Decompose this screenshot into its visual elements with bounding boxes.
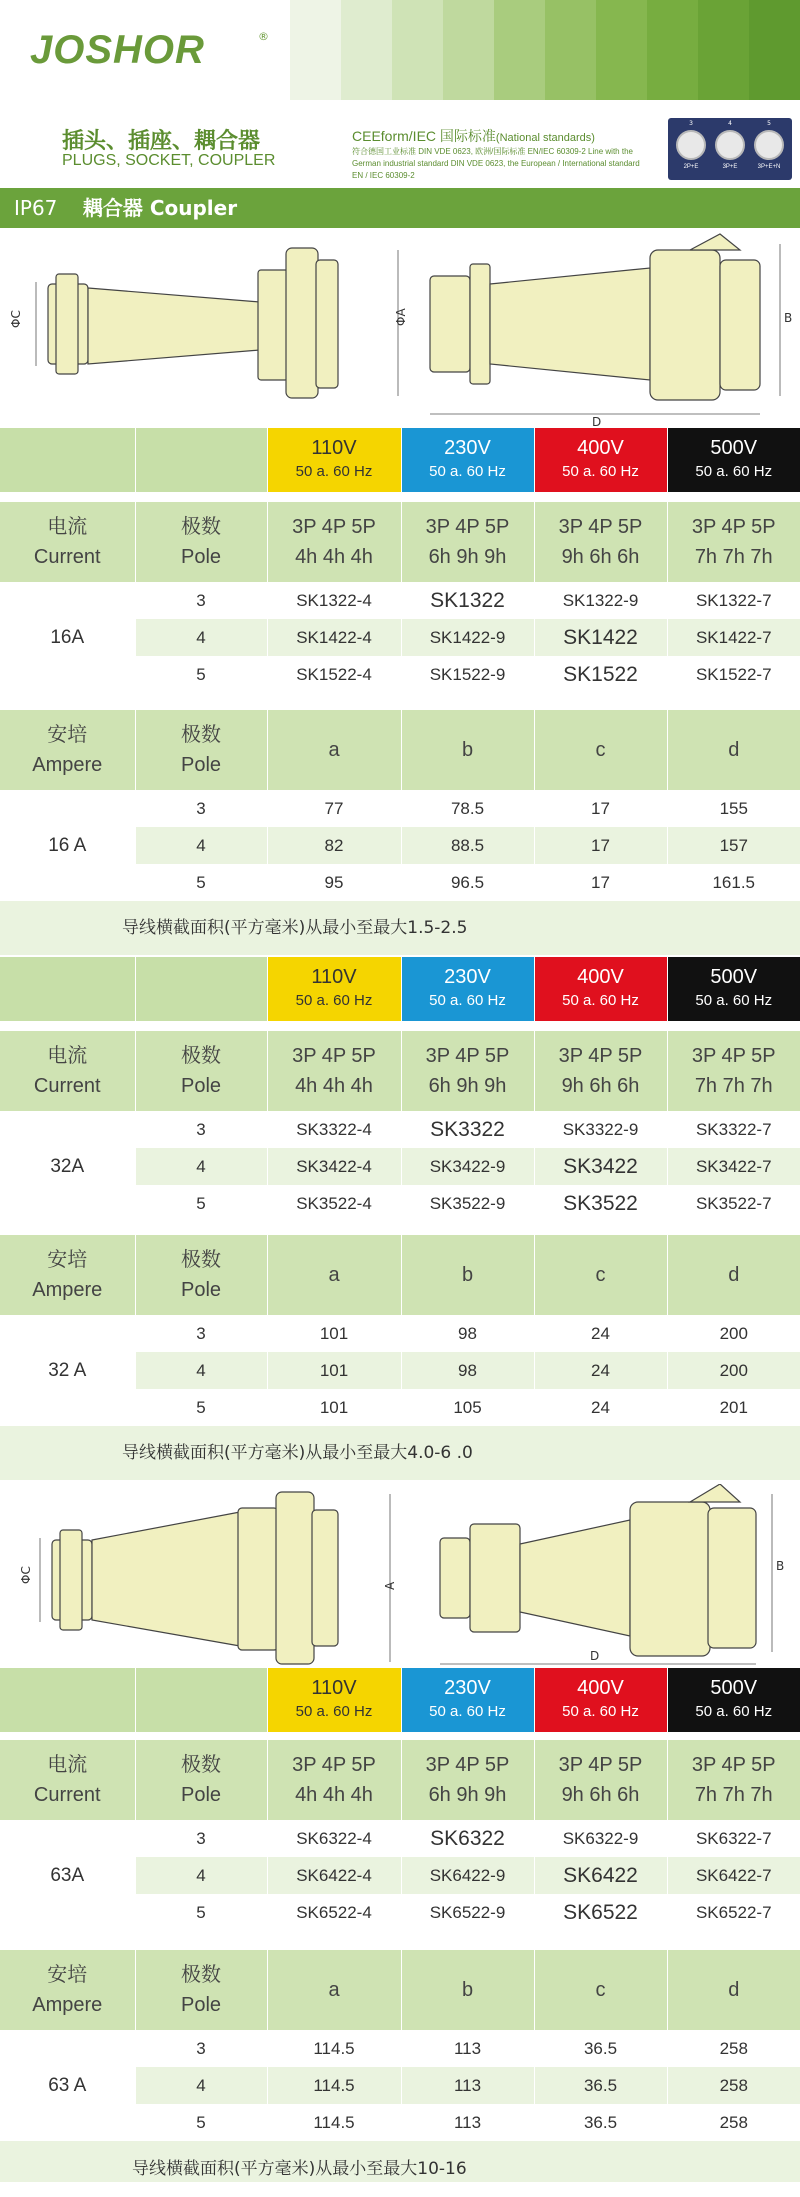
dim-b-header: b <box>401 1950 534 2030</box>
pole-value: 5 <box>135 1894 267 1931</box>
model-cell: SK3322-9 <box>534 1111 667 1148</box>
pole-header: 极数 Pole <box>135 1740 267 1820</box>
pole-value: 5 <box>135 656 267 693</box>
dim-a-label: ΦA <box>394 308 408 326</box>
voltage-110: 110V 50 a. 60 Hz <box>267 1668 401 1732</box>
dim-cell: 24 <box>534 1315 667 1352</box>
current-value: 63A <box>0 1820 135 1931</box>
dim-cell: 24 <box>534 1389 667 1426</box>
model-cell: SK6322-4 <box>267 1820 401 1857</box>
blank-cell <box>0 428 135 492</box>
pin-diagram-icon <box>676 130 706 160</box>
model-cell: SK6422-4 <box>267 1857 401 1894</box>
dim-b-label: B <box>776 1559 785 1573</box>
wire-section-note: 导线横截面积(平方毫米)从最小至最大1.5-2.5 <box>0 901 800 955</box>
brand-logo: JOSHOR <box>30 28 205 72</box>
model-cell: SK1322 <box>401 582 534 619</box>
dim-a-header: a <box>267 710 401 790</box>
model-cell: SK6522 <box>534 1894 667 1931</box>
dims-table-32a <box>0 1235 800 1426</box>
model-cell: SK3322 <box>401 1111 534 1148</box>
dim-cell: 36.5 <box>534 2067 667 2104</box>
poles-110: 3P 4P 5P 4h 4h 4h <box>267 1031 401 1111</box>
section-bar <box>0 188 800 228</box>
header-stripes <box>290 0 800 100</box>
pin-count-3: 3 <box>689 120 693 127</box>
model-cell: SK6522-7 <box>667 1894 800 1931</box>
pole-value: 3 <box>135 582 267 619</box>
pole-value: 3 <box>135 2030 267 2067</box>
model-cell: SK6422-7 <box>667 1857 800 1894</box>
dim-cell: 113 <box>401 2030 534 2067</box>
voltage-500: 500V 50 a. 60 Hz <box>667 428 800 492</box>
model-cell: SK6322-7 <box>667 1820 800 1857</box>
dim-cell: 101 <box>267 1389 401 1426</box>
blank-cell <box>135 428 267 492</box>
poles-230: 3P 4P 5P 6h 9h 9h <box>401 502 534 582</box>
dim-d-header: d <box>667 1950 800 2030</box>
dim-cell: 258 <box>667 2030 800 2067</box>
model-cell: SK1422-9 <box>401 619 534 656</box>
poles-230: 3P 4P 5P 6h 9h 9h <box>401 1031 534 1111</box>
voltage-230: 230V 50 a. 60 Hz <box>401 1668 534 1732</box>
blank-cell <box>0 957 135 1021</box>
pole-value: 5 <box>135 1389 267 1426</box>
dim-cell: 258 <box>667 2104 800 2141</box>
model-cell: SK3322-4 <box>267 1111 401 1148</box>
blank-cell <box>0 1668 135 1732</box>
pole-header: 极数 Pole <box>135 1235 267 1315</box>
coupler-drawing-bottom <box>0 1484 800 1668</box>
dim-cell: 17 <box>534 864 667 901</box>
pole-header: 极数 Pole <box>135 1950 267 2030</box>
pin-label-4: 3P+E <box>722 164 738 170</box>
dim-a-label: A <box>383 1581 397 1590</box>
dim-cell: 95 <box>267 864 401 901</box>
dim-b-label: B <box>784 311 793 325</box>
product-title-zh: 插头、插座、耦合器 <box>62 129 261 154</box>
model-cell: SK6322 <box>401 1820 534 1857</box>
model-cell: SK1422-7 <box>667 619 800 656</box>
dim-cell: 200 <box>667 1315 800 1352</box>
pole-header: 极数 Pole <box>135 710 267 790</box>
pole-header: 极数 Pole <box>135 502 267 582</box>
dim-cell: 17 <box>534 827 667 864</box>
dims-table-63a <box>0 1950 800 2141</box>
dim-c-header: c <box>534 1235 667 1315</box>
ampere-header: 安培 Ampere <box>0 710 135 790</box>
model-cell: SK3522-9 <box>401 1185 534 1222</box>
standard-description: 符合德国工业标准 DIN VDE 0623, 欧洲/国际标准 EN/IEC 60309-2 Line with the German industrial standard DIN VDE 0623, the European / International standard EN / IEC 60309-2 <box>352 147 640 180</box>
pole-value: 4 <box>135 1857 267 1894</box>
poles-500: 3P 4P 5P 7h 7h 7h <box>667 1031 800 1111</box>
dim-cell: 105 <box>401 1389 534 1426</box>
product-title-en: PLUGS, SOCKET, COUPLER <box>62 152 276 169</box>
wire-section-note: 导线横截面积(平方毫米)从最小至最大4.0-6 .0 <box>0 1426 800 1480</box>
dim-cell: 113 <box>401 2067 534 2104</box>
model-cell: SK3422-7 <box>667 1148 800 1185</box>
ampere-value: 16 A <box>0 790 135 901</box>
model-cell: SK3522-7 <box>667 1185 800 1222</box>
dim-cell: 24 <box>534 1352 667 1389</box>
model-table-16a <box>0 502 800 693</box>
dim-cell: 114.5 <box>267 2104 401 2141</box>
dim-c-label: ΦC <box>19 1566 33 1584</box>
standard-title-small: (National standards) <box>495 132 595 144</box>
dim-cell: 258 <box>667 2067 800 2104</box>
poles-500: 3P 4P 5P 7h 7h 7h <box>667 1740 800 1820</box>
model-cell: SK3522-4 <box>267 1185 401 1222</box>
registered-mark: ® <box>258 30 269 43</box>
poles-400: 3P 4P 5P 9h 6h 6h <box>534 1740 667 1820</box>
model-cell: SK3422-9 <box>401 1148 534 1185</box>
dim-a-header: a <box>267 1235 401 1315</box>
current-value: 32A <box>0 1111 135 1222</box>
pin-configuration-panel <box>668 118 792 180</box>
pole-value: 3 <box>135 1315 267 1352</box>
page-header <box>0 0 800 110</box>
dim-cell: 17 <box>534 790 667 827</box>
voltage-110: 110V 50 a. 60 Hz <box>267 957 401 1021</box>
poles-500: 3P 4P 5P 7h 7h 7h <box>667 502 800 582</box>
pin-diagram-icon <box>754 130 784 160</box>
dim-cell: 98 <box>401 1352 534 1389</box>
model-table-32a <box>0 1031 800 1222</box>
pole-value: 4 <box>135 619 267 656</box>
dim-b-header: b <box>401 710 534 790</box>
current-header: 电流 Current <box>0 1740 135 1820</box>
dim-cell: 157 <box>667 827 800 864</box>
dim-cell: 36.5 <box>534 2104 667 2141</box>
dim-b-header: b <box>401 1235 534 1315</box>
model-cell: SK6422 <box>534 1857 667 1894</box>
dim-cell: 98 <box>401 1315 534 1352</box>
dim-cell: 101 <box>267 1315 401 1352</box>
dim-cell: 155 <box>667 790 800 827</box>
model-cell: SK6322-9 <box>534 1820 667 1857</box>
poles-230: 3P 4P 5P 6h 9h 9h <box>401 1740 534 1820</box>
pole-value: 4 <box>135 2067 267 2104</box>
dim-cell: 113 <box>401 2104 534 2141</box>
dim-c-header: c <box>534 710 667 790</box>
pole-header: 极数 Pole <box>135 1031 267 1111</box>
pole-value: 4 <box>135 1352 267 1389</box>
model-cell: SK1422 <box>534 619 667 656</box>
dim-cell: 82 <box>267 827 401 864</box>
voltage-header-16a <box>0 428 800 492</box>
dim-cell: 36.5 <box>534 2030 667 2067</box>
model-table-63a <box>0 1740 800 1931</box>
dim-cell: 114.5 <box>267 2067 401 2104</box>
dim-c-label: ΦC <box>9 310 23 328</box>
voltage-header-32a <box>0 957 800 1021</box>
dim-cell: 201 <box>667 1389 800 1426</box>
model-cell: SK6522-9 <box>401 1894 534 1931</box>
voltage-400: 400V 50 a. 60 Hz <box>534 1668 667 1732</box>
voltage-400: 400V 50 a. 60 Hz <box>534 957 667 1021</box>
blank-cell <box>135 957 267 1021</box>
ampere-header: 安培 Ampere <box>0 1235 135 1315</box>
ampere-header: 安培 Ampere <box>0 1950 135 2030</box>
dim-cell: 114.5 <box>267 2030 401 2067</box>
poles-400: 3P 4P 5P 9h 6h 6h <box>534 502 667 582</box>
voltage-header-63a <box>0 1668 800 1732</box>
model-cell: SK1322-4 <box>267 582 401 619</box>
current-value: 16A <box>0 582 135 693</box>
model-cell: SK1522-4 <box>267 656 401 693</box>
pole-value: 3 <box>135 1820 267 1857</box>
standard-title-main: CEEform/IEC 国际标准 <box>352 128 496 144</box>
ampere-value: 32 A <box>0 1315 135 1426</box>
poles-400: 3P 4P 5P 9h 6h 6h <box>534 1031 667 1111</box>
pole-value: 3 <box>135 790 267 827</box>
pin-label-3: 2P+E <box>683 164 699 170</box>
model-cell: SK6422-9 <box>401 1857 534 1894</box>
ip-rating: IP67 <box>14 196 58 220</box>
dims-table-16a <box>0 710 800 901</box>
current-header: 电流 Current <box>0 502 135 582</box>
poles-110: 3P 4P 5P 4h 4h 4h <box>267 502 401 582</box>
dim-cell: 161.5 <box>667 864 800 901</box>
dim-d-header: d <box>667 1235 800 1315</box>
dim-cell: 88.5 <box>401 827 534 864</box>
coupler-drawing-top <box>0 230 800 428</box>
pole-value: 4 <box>135 827 267 864</box>
model-cell: SK6522-4 <box>267 1894 401 1931</box>
dim-cell: 78.5 <box>401 790 534 827</box>
model-cell: SK1322-9 <box>534 582 667 619</box>
dim-cell: 101 <box>267 1352 401 1389</box>
voltage-230: 230V 50 a. 60 Hz <box>401 957 534 1021</box>
pin-count-5: 5 <box>767 120 771 127</box>
dim-d-label: D <box>590 1649 600 1663</box>
model-cell: SK1522-9 <box>401 656 534 693</box>
wire-section-note: 导线横截面积(平方毫米)从最小至最大10-16 <box>0 2141 800 2182</box>
voltage-230: 230V 50 a. 60 Hz <box>401 428 534 492</box>
voltage-400: 400V 50 a. 60 Hz <box>534 428 667 492</box>
dim-a-header: a <box>267 1950 401 2030</box>
model-cell: SK3422-4 <box>267 1148 401 1185</box>
dim-cell: 96.5 <box>401 864 534 901</box>
model-cell: SK1322-7 <box>667 582 800 619</box>
dim-cell: 200 <box>667 1352 800 1389</box>
pin-count-4: 4 <box>728 120 732 127</box>
model-cell: SK1522-7 <box>667 656 800 693</box>
pin-label-5: 3P+E+N <box>757 164 781 170</box>
model-cell: SK3422 <box>534 1148 667 1185</box>
dim-c-header: c <box>534 1950 667 2030</box>
model-cell: SK3522 <box>534 1185 667 1222</box>
pin-diagram-icon <box>715 130 745 160</box>
standard-title <box>352 126 595 146</box>
voltage-500: 500V 50 a. 60 Hz <box>667 1668 800 1732</box>
current-header: 电流 Current <box>0 1031 135 1111</box>
model-cell: SK1522 <box>534 656 667 693</box>
voltage-110: 110V 50 a. 60 Hz <box>267 428 401 492</box>
poles-110: 3P 4P 5P 4h 4h 4h <box>267 1740 401 1820</box>
ampere-value: 63 A <box>0 2030 135 2141</box>
section-title: 耦合器 Coupler <box>82 196 238 220</box>
pole-value: 5 <box>135 1185 267 1222</box>
pole-value: 3 <box>135 1111 267 1148</box>
dim-d-header: d <box>667 710 800 790</box>
pole-value: 4 <box>135 1148 267 1185</box>
dim-cell: 77 <box>267 790 401 827</box>
model-cell: SK3322-7 <box>667 1111 800 1148</box>
pole-value: 5 <box>135 2104 267 2141</box>
model-cell: SK1422-4 <box>267 619 401 656</box>
pole-value: 5 <box>135 864 267 901</box>
blank-cell <box>135 1668 267 1732</box>
dim-d-label: D <box>592 415 602 428</box>
voltage-500: 500V 50 a. 60 Hz <box>667 957 800 1021</box>
